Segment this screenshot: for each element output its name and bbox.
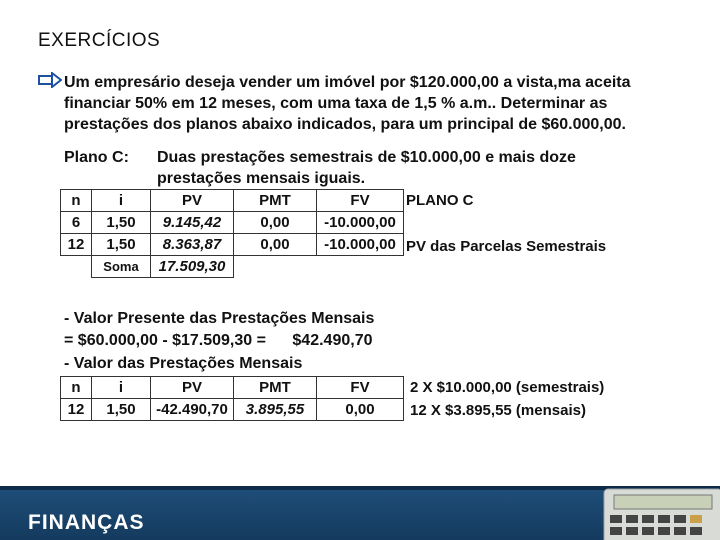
pv-calculation	[64, 332, 372, 350]
cell-pv: -42.490,70	[151, 399, 234, 421]
col-header-fv: FV	[317, 190, 404, 212]
cell-n: 12	[61, 234, 92, 256]
pv-expression: = $60.000,00 - $17.509,30 =	[64, 332, 266, 349]
col-header-n: n	[61, 377, 92, 399]
plan-c-label: PLANO C	[406, 192, 474, 209]
problem-line: financiar 50% em 12 meses, com uma taxa de 1,5 % a.m.. Determinar as	[64, 95, 608, 112]
col-header-i: i	[92, 377, 151, 399]
page-title: EXERCÍCIOS	[38, 30, 161, 51]
pv-heading: - Valor Presente das Prestações Mensais	[64, 310, 375, 327]
cell-i: 1,50	[92, 399, 151, 421]
plan-c-description	[64, 147, 576, 168]
col-header-pv: PV	[151, 377, 234, 399]
cell-fv: -10.000,00	[317, 234, 404, 256]
cell-i: 1,50	[92, 234, 151, 256]
plan-text-continuation: prestações mensais iguais.	[157, 170, 366, 187]
sum-label: Soma	[92, 256, 151, 278]
calculator-icon	[596, 487, 720, 540]
cell-pv: 9.145,42	[151, 212, 234, 234]
semestral-summary: 2 X $10.000,00 (semestrais)	[410, 379, 605, 396]
cell-pmt: 3.895,55	[234, 399, 317, 421]
monthly-summary: 12 X $3.895,55 (mensais)	[410, 402, 586, 419]
col-header-pmt: PMT	[234, 190, 317, 212]
calc-table-semestral	[60, 189, 404, 278]
cell-fv: -10.000,00	[317, 212, 404, 234]
plan-label: Plano C:	[64, 149, 129, 166]
sum-row	[61, 256, 404, 278]
cell-pv: 8.363,87	[151, 234, 234, 256]
calc-table-monthly	[60, 376, 404, 421]
col-header-pv: PV	[151, 190, 234, 212]
table-header-row	[61, 377, 404, 399]
cell-pmt: 0,00	[234, 234, 317, 256]
semestral-pv-label: PV das Parcelas Semestrais	[406, 238, 607, 255]
cell-n: 6	[61, 212, 92, 234]
pv-result: $42.490,70	[292, 332, 373, 349]
col-header-i: i	[92, 190, 151, 212]
col-header-n: n	[61, 190, 92, 212]
plan-text: Duas prestações semestrais de $10.000,00 e mais doze	[157, 149, 576, 166]
col-header-pmt: PMT	[234, 377, 317, 399]
sum-value: 17.509,30	[151, 256, 234, 278]
pmt-heading: - Valor das Prestações Mensais	[64, 355, 303, 372]
table-row	[61, 234, 404, 256]
problem-line: Um empresário deseja vender um imóvel por $120.000,00 a vista,ma aceita	[64, 74, 631, 91]
cell-pmt: 0,00	[234, 212, 317, 234]
table-header-row	[61, 190, 404, 212]
cell-fv: 0,00	[317, 399, 404, 421]
brand-logo: FINANÇAS	[28, 511, 145, 534]
table-row	[61, 399, 404, 421]
cell-n: 12	[61, 399, 92, 421]
cell-i: 1,50	[92, 212, 151, 234]
table-row	[61, 212, 404, 234]
arrow-right-icon	[38, 72, 62, 88]
col-header-fv: FV	[317, 377, 404, 399]
problem-line: prestações dos planos abaixo indicados, para um principal de $60.000,00.	[64, 116, 626, 133]
problem-statement	[64, 72, 664, 135]
